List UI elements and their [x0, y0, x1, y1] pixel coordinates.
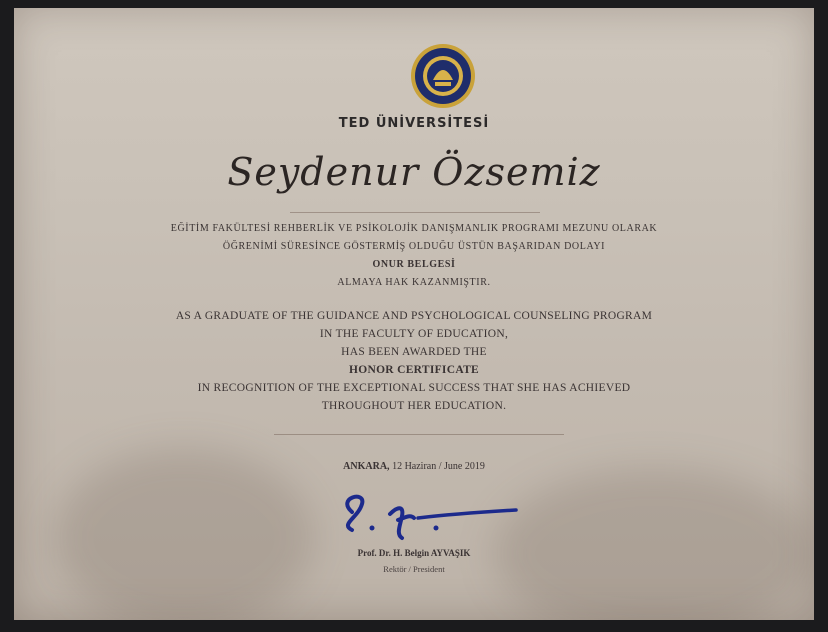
english-statement-line: IN THE FACULTY OF EDUCATION,: [319, 328, 509, 340]
divider: [274, 434, 564, 435]
divider: [290, 212, 540, 213]
turkish-award-title: ONUR BELGESİ: [372, 259, 456, 270]
turkish-statement-line: ÖĞRENİMİ SÜRESİNCE GÖSTERMİŞ OLDUĞU ÜSTÜN BAŞARIDAN DOLAYI: [222, 241, 606, 252]
university-name: TED ÜNİVERSİTESİ: [338, 116, 490, 131]
shadow: [494, 468, 814, 620]
english-closing-line: IN RECOGNITION OF THE EXCEPTIONAL SUCCESS THAT SHE HAS ACHIEVED: [197, 382, 631, 394]
ted-university-emblem-icon: [409, 42, 477, 110]
date-city: ANKARA,: [343, 461, 390, 472]
certificate-paper: [14, 8, 814, 620]
issue-date: [14, 461, 814, 472]
english-closing-line: THROUGHOUT HER EDUCATION.: [321, 400, 507, 412]
english-statement-line: AS A GRADUATE OF THE GUIDANCE AND PSYCHOLOGICAL COUNSELING PROGRAM: [175, 310, 653, 322]
signer-title: Rektör / President: [383, 564, 445, 574]
english-award-title: HONOR CERTIFICATE: [348, 364, 480, 376]
turkish-statement-line: EĞİTİM FAKÜLTESİ REHBERLİK VE PSİKOLOJİK DANIŞMANLIK PROGRAMI MEZUNU OLARAK: [170, 223, 658, 234]
date-text: 12 Haziran / June 2019: [392, 461, 485, 472]
english-statement-line: HAS BEEN AWARDED THE: [341, 346, 487, 358]
recipient-name: Seydenur Özsemiz: [227, 150, 601, 194]
shadow: [54, 448, 314, 620]
signature-icon: [332, 484, 522, 544]
turkish-closing: ALMAYA HAK KAZANMIŞTIR.: [337, 277, 491, 288]
signer-name: Prof. Dr. H. Belgin AYVAŞIK: [357, 548, 471, 558]
